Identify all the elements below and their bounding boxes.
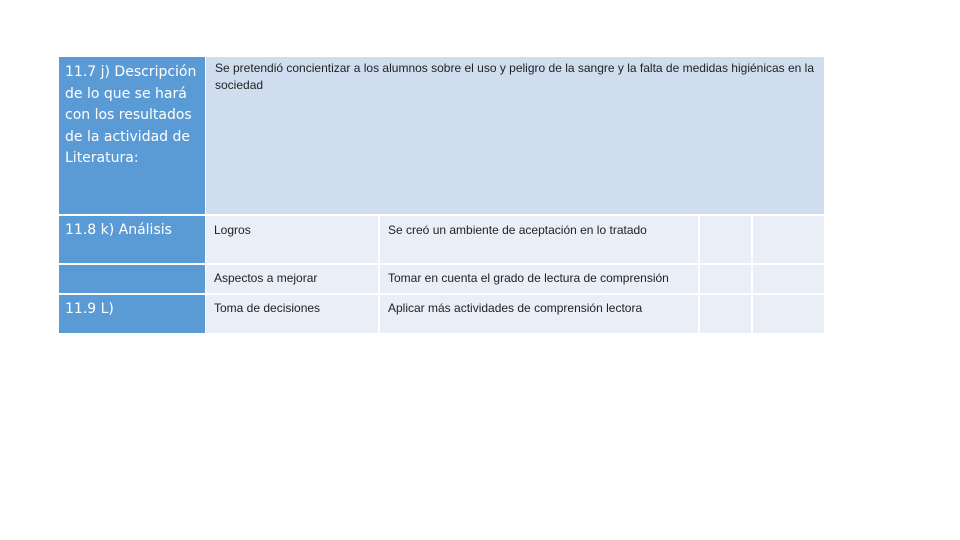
row-label-description xyxy=(59,57,205,214)
category-text: Toma de decisiones xyxy=(214,301,321,315)
category-cell-decisions xyxy=(206,295,378,333)
row-label-decisions xyxy=(59,295,205,333)
value-cell-achievements xyxy=(380,216,698,263)
category-text: Logros xyxy=(214,223,251,237)
description-text-cell xyxy=(206,57,824,214)
category-cell-achievements xyxy=(206,216,378,263)
row-label-text: 11.9 L) xyxy=(65,301,114,317)
row-label-empty xyxy=(59,265,205,293)
category-cell-improvements xyxy=(206,265,378,293)
row-label-analysis xyxy=(59,216,205,263)
row-label-text: 11.7 j) Descripción de lo que se hará con los resultados de la actividad de Literatura: xyxy=(65,64,197,166)
value-cell-improvements xyxy=(380,265,698,293)
value-cell-decisions xyxy=(380,295,698,333)
empty-cell xyxy=(700,295,751,333)
empty-cell xyxy=(753,295,824,333)
value-text: Se creó un ambiente de aceptación en lo tratado xyxy=(388,223,647,237)
empty-cell xyxy=(700,216,751,263)
category-text: Aspectos a mejorar xyxy=(214,271,318,285)
empty-cell xyxy=(753,265,824,293)
value-text: Aplicar más actividades de comprensión lectora xyxy=(388,301,643,315)
empty-cell xyxy=(753,216,824,263)
row-label-text: 11.8 k) Análisis xyxy=(65,222,172,238)
empty-cell xyxy=(700,265,751,293)
description-text: Se pretendió concientizar a los alumnos sobre el uso y peligro de la sangre y la falta de medidas higiénicas en la sociedad xyxy=(215,61,815,92)
value-text: Tomar en cuenta el grado de lectura de comprensión xyxy=(388,271,669,285)
